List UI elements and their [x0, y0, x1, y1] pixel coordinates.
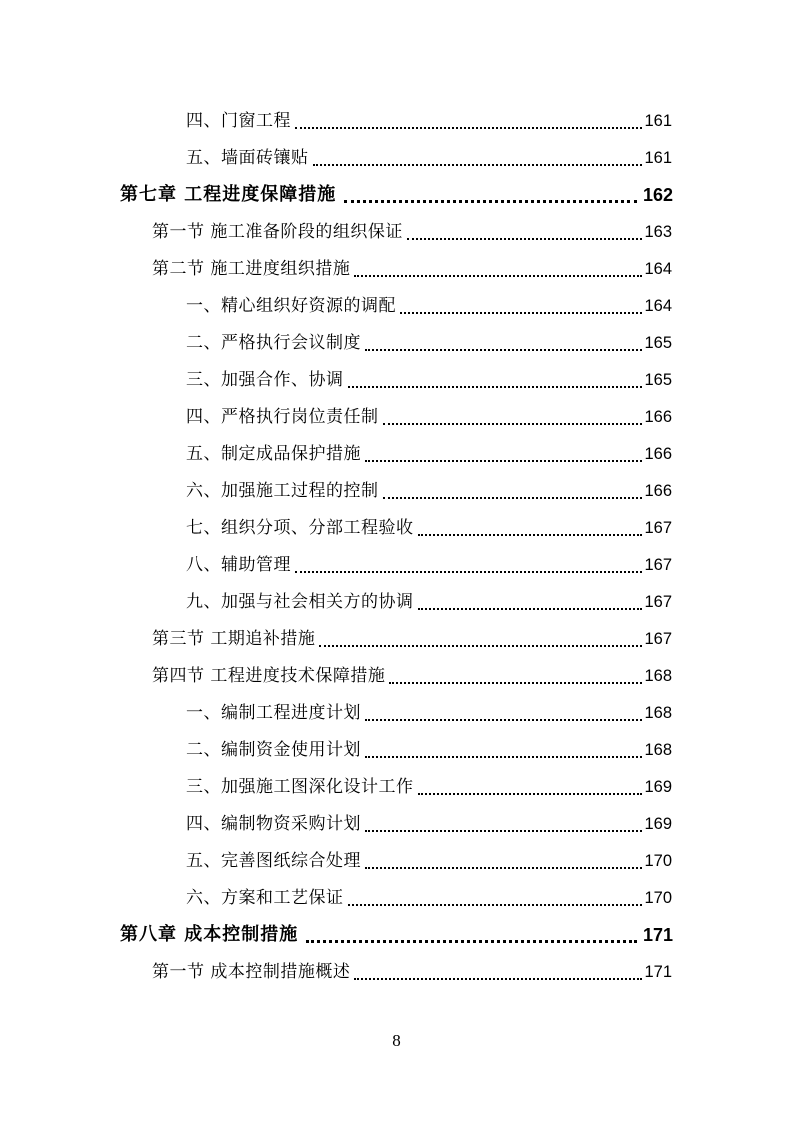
- dot-leader: [354, 978, 642, 980]
- toc-entry-title: 三、加强合作、协调: [186, 369, 344, 390]
- dot-leader: [418, 793, 643, 795]
- toc-entry-title: 第一节 成本控制措施概述: [152, 961, 351, 982]
- toc-entry-title: 六、方案和工艺保证: [186, 887, 344, 908]
- toc-entry-page: 170: [644, 851, 672, 870]
- toc-entry-page: 168: [644, 740, 672, 759]
- toc-entry-page: 167: [644, 592, 672, 611]
- toc-entry[interactable]: [186, 546, 672, 583]
- toc-entry-title: 七、组织分项、分部工程验收: [186, 517, 414, 538]
- toc-entry-page: 167: [644, 629, 672, 648]
- toc-entry-page: 169: [644, 814, 672, 833]
- toc-entry-page: 166: [644, 444, 672, 463]
- toc-entry-page: 163: [644, 222, 672, 241]
- toc-entry-title: 五、墙面砖镶贴: [186, 147, 309, 168]
- dot-leader: [400, 312, 642, 314]
- dot-leader: [348, 386, 643, 388]
- toc-section-entry[interactable]: [152, 953, 672, 990]
- toc-entry-title: 二、编制资金使用计划: [186, 739, 361, 760]
- toc-entry-title: 三、加强施工图深化设计工作: [186, 776, 414, 797]
- toc-entry-title: 第七章 工程进度保障措施: [120, 183, 337, 205]
- toc-entry-page: 165: [644, 333, 672, 352]
- dot-leader: [344, 200, 637, 203]
- toc-entry[interactable]: [186, 768, 672, 805]
- toc-entry-title: 九、加强与社会相关方的协调: [186, 591, 414, 612]
- toc-entry-title: 四、门窗工程: [186, 110, 291, 131]
- toc-entry-title: 八、辅助管理: [186, 554, 291, 575]
- toc-entry-title: 第八章 成本控制措施: [120, 923, 299, 945]
- toc-entry[interactable]: [186, 509, 672, 546]
- toc-entry-page: 171: [642, 924, 673, 945]
- toc-entry-page: 168: [644, 666, 672, 685]
- toc-entry[interactable]: [186, 398, 672, 435]
- toc-entry[interactable]: [186, 879, 672, 916]
- dot-leader: [365, 830, 642, 832]
- dot-leader: [313, 164, 643, 166]
- toc-entry-page: 166: [644, 481, 672, 500]
- toc-entry-title: 四、编制物资采购计划: [186, 813, 361, 834]
- dot-leader: [389, 682, 642, 684]
- toc-entry-page: 169: [644, 777, 672, 796]
- toc-entry[interactable]: [186, 472, 672, 509]
- toc-entry[interactable]: [186, 102, 672, 139]
- toc-section-entry[interactable]: [152, 657, 672, 694]
- dot-leader: [365, 867, 642, 869]
- toc-entry-title: 一、编制工程进度计划: [186, 702, 361, 723]
- toc-section-entry[interactable]: [152, 213, 672, 250]
- dot-leader: [295, 571, 642, 573]
- toc-entry-title: 第二节 施工进度组织措施: [152, 258, 351, 279]
- dot-leader: [365, 756, 642, 758]
- toc-entry-page: 162: [642, 184, 673, 205]
- dot-leader: [418, 608, 643, 610]
- toc-entry[interactable]: [186, 583, 672, 620]
- toc-entry-title: 一、精心组织好资源的调配: [186, 295, 396, 316]
- dot-leader: [365, 719, 642, 721]
- toc-chapter-entry[interactable]: [120, 176, 673, 213]
- toc-entry-page: 171: [644, 962, 672, 981]
- toc-entry-page: 161: [644, 148, 672, 167]
- toc-entry-page: 165: [644, 370, 672, 389]
- toc-entry-title: 五、制定成品保护措施: [186, 443, 361, 464]
- toc-entry-page: 166: [644, 407, 672, 426]
- toc-entry-page: 164: [644, 296, 672, 315]
- toc-section-entry[interactable]: [152, 250, 672, 287]
- toc-entry-title: 六、加强施工过程的控制: [186, 480, 379, 501]
- toc-entry-title: 四、严格执行岗位责任制: [186, 406, 379, 427]
- dot-leader: [306, 940, 637, 943]
- toc-entry[interactable]: [186, 731, 672, 768]
- toc-entry[interactable]: [186, 842, 672, 879]
- toc-entry-page: 170: [644, 888, 672, 907]
- dot-leader: [348, 904, 643, 906]
- toc-entry-page: 161: [644, 111, 672, 130]
- page-number: 8: [392, 1031, 401, 1050]
- toc-section-entry[interactable]: [152, 620, 672, 657]
- dot-leader: [407, 238, 643, 240]
- toc-entry-page: 167: [644, 555, 672, 574]
- dot-leader: [354, 275, 642, 277]
- toc-entry[interactable]: [186, 287, 672, 324]
- dot-leader: [319, 645, 642, 647]
- dot-leader: [383, 423, 643, 425]
- toc-entry-page: 168: [644, 703, 672, 722]
- toc-entry[interactable]: [186, 805, 672, 842]
- dot-leader: [295, 127, 642, 129]
- toc-entry-title: 二、严格执行会议制度: [186, 332, 361, 353]
- toc-chapter-entry[interactable]: [120, 916, 673, 953]
- dot-leader: [383, 497, 643, 499]
- toc-entry[interactable]: [186, 139, 672, 176]
- toc-entry[interactable]: [186, 361, 672, 398]
- toc-entry-page: 167: [644, 518, 672, 537]
- toc-entry-title: 第三节 工期追补措施: [152, 628, 316, 649]
- toc-entry-page: 164: [644, 259, 672, 278]
- toc-entry[interactable]: [186, 324, 672, 361]
- toc-entry-title: 五、完善图纸综合处理: [186, 850, 361, 871]
- dot-leader: [418, 534, 643, 536]
- dot-leader: [365, 349, 642, 351]
- toc-entry-title: 第四节 工程进度技术保障措施: [152, 665, 386, 686]
- toc-entry-title: 第一节 施工准备阶段的组织保证: [152, 221, 403, 242]
- dot-leader: [365, 460, 642, 462]
- toc-entry[interactable]: [186, 694, 672, 731]
- toc-entry[interactable]: [186, 435, 672, 472]
